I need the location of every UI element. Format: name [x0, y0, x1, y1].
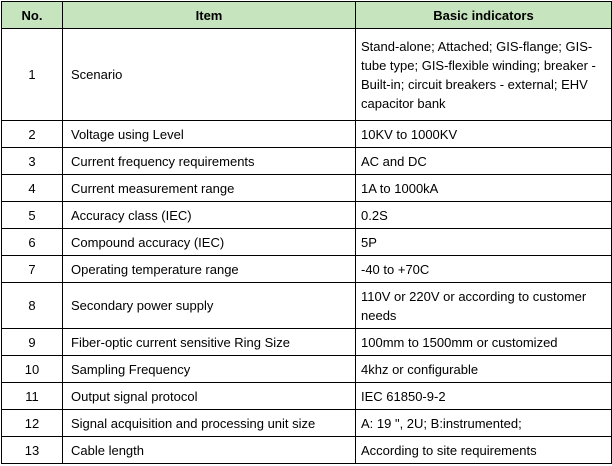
table-row: [2, 356, 612, 383]
row-item: Cable length: [63, 437, 356, 464]
row-number: 2: [2, 121, 63, 148]
table-row: [2, 121, 612, 148]
row-item: Operating temperature range: [63, 256, 356, 283]
row-value: 10KV to 1000KV: [356, 121, 612, 148]
table-row: [2, 148, 612, 175]
row-value: 0.2S: [356, 202, 612, 229]
table-row: [2, 410, 612, 437]
row-value: A: 19 ", 2U; B:instrumented;: [356, 410, 612, 437]
row-value: 100mm to 1500mm or customized: [356, 329, 612, 356]
row-value: 110V or 220V or according to customer needs: [356, 283, 612, 329]
header-no: No.: [2, 2, 63, 29]
row-item: Sampling Frequency: [63, 356, 356, 383]
table-row: [2, 283, 612, 329]
table-row: [2, 383, 612, 410]
table-row: [2, 229, 612, 256]
row-item: Output signal protocol: [63, 383, 356, 410]
row-item: Accuracy class (IEC): [63, 202, 356, 229]
row-item: Voltage using Level: [63, 121, 356, 148]
row-item: Scenario: [63, 29, 356, 121]
row-value: 1A to 1000kA: [356, 175, 612, 202]
row-number: 9: [2, 329, 63, 356]
row-item: Current measurement range: [63, 175, 356, 202]
row-number: 10: [2, 356, 63, 383]
row-value: According to site requirements: [356, 437, 612, 464]
row-value: 4khz or configurable: [356, 356, 612, 383]
header-item: Item: [63, 2, 356, 29]
table-row: [2, 437, 612, 464]
row-number: 4: [2, 175, 63, 202]
row-number: 8: [2, 283, 63, 329]
row-value: 5P: [356, 229, 612, 256]
header-basic-indicators: Basic indicators: [356, 2, 612, 29]
table-row: [2, 329, 612, 356]
row-number: 7: [2, 256, 63, 283]
row-number: 12: [2, 410, 63, 437]
specifications-table: [1, 1, 612, 464]
row-number: 3: [2, 148, 63, 175]
row-value: -40 to +70C: [356, 256, 612, 283]
row-value: Stand-alone; Attached; GIS-flange; GIS-tube type; GIS-flexible winding; breaker - Built-in; circuit breakers - external; EHV capacitor bank: [356, 29, 612, 121]
table-row: [2, 256, 612, 283]
row-value: IEC 61850-9-2: [356, 383, 612, 410]
row-number: 1: [2, 29, 63, 121]
table-row: [2, 202, 612, 229]
row-item: Current frequency requirements: [63, 148, 356, 175]
row-item: Signal acquisition and processing unit size: [63, 410, 356, 437]
row-value: AC and DC: [356, 148, 612, 175]
table-row: [2, 175, 612, 202]
row-number: 11: [2, 383, 63, 410]
row-item: Fiber-optic current sensitive Ring Size: [63, 329, 356, 356]
table-row: [2, 29, 612, 121]
row-item: Secondary power supply: [63, 283, 356, 329]
header-row: [2, 2, 612, 29]
row-number: 6: [2, 229, 63, 256]
row-item: Compound accuracy (IEC): [63, 229, 356, 256]
row-number: 13: [2, 437, 63, 464]
row-number: 5: [2, 202, 63, 229]
